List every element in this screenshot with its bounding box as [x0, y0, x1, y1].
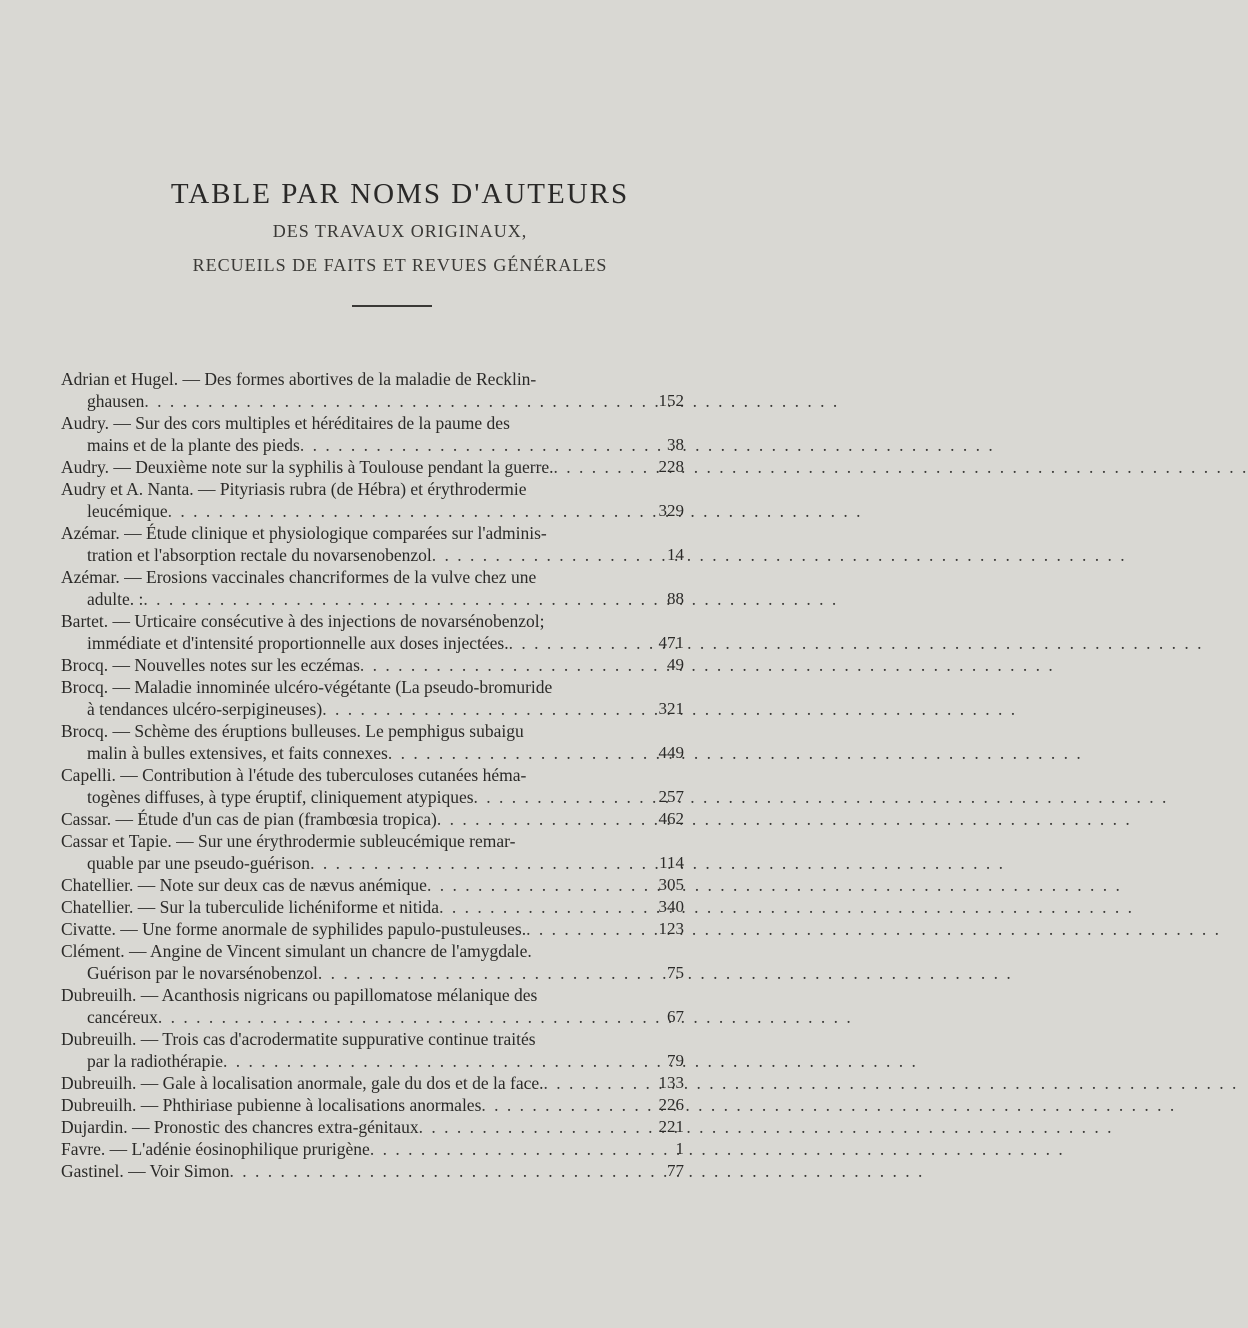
entry-first-line: [61, 764, 627, 786]
entry-text: Chatellier. — Sur la tuberculide lichéniforme et nitida: [61, 897, 440, 917]
entry-page-number: 133: [658, 1073, 684, 1092]
entry-page-number: 77: [667, 1161, 684, 1180]
entry-continuation-line: [61, 786, 627, 808]
entry-page-number: 257: [658, 787, 684, 806]
entry-page-number: 38: [667, 435, 684, 454]
leader-dots: [168, 500, 863, 522]
entry-text: leucémique: [87, 501, 168, 521]
entry-first-line: [61, 676, 627, 698]
leader-dots: [158, 1006, 853, 1028]
index-entry: [61, 808, 684, 830]
leader-dots: [439, 896, 1134, 918]
entry-page-number: 75: [667, 963, 684, 982]
index-entry: [61, 896, 684, 918]
entry-continuation-line: [61, 1006, 627, 1028]
entry-text: par la radiothérapie: [87, 1051, 224, 1071]
entry-continuation-line: [61, 390, 627, 412]
entry-page-number: 114: [659, 853, 684, 872]
entry-first-line: [61, 654, 627, 676]
index-entry: [61, 1072, 684, 1094]
entry-first-line: [61, 984, 627, 1006]
author-index-list: [61, 368, 684, 1182]
entry-first-line: [61, 610, 627, 632]
index-entry: [61, 456, 684, 478]
entry-page-number: 305: [658, 875, 684, 894]
index-entry: [61, 1160, 684, 1182]
leader-dots: [370, 1138, 1065, 1160]
subtitle-line-2: RECUEILS DE FAITS ET REVUES GÉNÉRALES: [192, 255, 608, 275]
entry-first-line: [61, 918, 627, 940]
leader-dots: [388, 742, 1083, 764]
entry-text: Azémar. — Étude clinique et physiologique comparées sur l'adminis-: [61, 523, 547, 543]
entry-page-number: 449: [658, 743, 684, 762]
index-entry: [61, 940, 684, 984]
entry-text: malin à bulles extensives, et faits connexes: [87, 743, 388, 763]
index-entry: [61, 566, 684, 610]
entry-page-number: 329: [658, 501, 684, 520]
entry-text: Audry. — Deuxième note sur la syphilis à Toulouse pendant la guerre.: [61, 457, 554, 477]
entry-text: Brocq. — Maladie innominée ulcéro-végétante (La pseudo-bromuride: [61, 677, 553, 697]
leader-dots: [419, 1116, 1114, 1138]
entry-page-number: 67: [667, 1007, 684, 1026]
entry-text: Dubreuilh. — Phthiriase pubienne à localisations anormales: [61, 1095, 482, 1115]
index-entry: [61, 522, 684, 566]
entry-text: quable par une pseudo-guérison: [87, 853, 311, 873]
entry-text: Cassar et Tapie. — Sur une érythrodermie subleucémique remar-: [61, 831, 516, 851]
entry-first-line: [61, 808, 627, 830]
index-entry: [61, 676, 684, 720]
entry-page-number: 471: [658, 633, 684, 652]
index-entry: [61, 764, 684, 808]
leader-dots: [144, 390, 839, 412]
index-entry: [61, 918, 684, 940]
entry-page-number: 152: [658, 391, 684, 410]
entry-page-number: 228: [658, 457, 684, 476]
entry-text: Brocq. — Schème des éruptions bulleuses. Le pemphigus subaigu: [61, 721, 524, 741]
entry-text: Adrian et Hugel. — Des formes abortives de la maladie de Recklin-: [61, 369, 537, 389]
leader-dots: [437, 808, 1132, 830]
entry-first-line: [61, 720, 627, 742]
entry-text: Gastinel. — Voir Simon: [61, 1161, 230, 1181]
entry-continuation-line: [61, 742, 627, 764]
entry-text: immédiate et d'intensité proportionnelle aux doses injectées.: [87, 633, 509, 653]
index-entry: [61, 830, 684, 874]
index-entry: [61, 984, 684, 1028]
entry-text: Cassar. — Étude d'un cas de pian (frambœsia tropica): [61, 809, 437, 829]
entry-continuation-line: [61, 544, 627, 566]
entry-first-line: [61, 1116, 627, 1138]
entry-first-line: [61, 1138, 627, 1160]
entry-first-line: [61, 830, 627, 852]
entry-first-line: [61, 456, 627, 478]
entry-page-number: 14: [667, 545, 684, 564]
entry-text: ghausen: [87, 391, 145, 411]
entry-first-line: [61, 874, 627, 896]
entry-page-number: 462: [658, 809, 684, 828]
entry-text: adulte. :: [87, 589, 144, 609]
entry-page-number: 79: [667, 1051, 684, 1070]
index-entry: [61, 874, 684, 896]
leader-dots: [230, 1160, 925, 1182]
entry-text: à tendances ulcéro-serpigineuses): [87, 699, 323, 719]
entry-text: cancéreux: [87, 1007, 158, 1027]
index-entry: [61, 478, 684, 522]
entry-first-line: [61, 1160, 627, 1182]
entry-text: Dubreuilh. — Acanthosis nigricans ou papillomatose mélanique des: [61, 985, 538, 1005]
entry-text: Dubreuilh. — Gale à localisation anormale, gale du dos et de la face.: [61, 1073, 544, 1093]
leader-dots: [526, 918, 1221, 940]
index-entry: [61, 610, 684, 654]
index-entry: [61, 654, 684, 676]
leader-dots: [223, 1050, 918, 1072]
index-entry: [61, 368, 684, 412]
entry-text: Favre. — L'adénie éosinophilique prurigène: [61, 1139, 370, 1159]
entry-continuation-line: [61, 698, 627, 720]
leader-dots: [481, 1094, 1176, 1116]
entry-first-line: [61, 1094, 627, 1116]
title-divider: [352, 305, 432, 307]
entry-continuation-line: [61, 1050, 627, 1072]
entry-page-number: 321: [658, 699, 684, 718]
entry-page-number: 123: [658, 919, 684, 938]
entry-continuation-line: [61, 632, 627, 654]
entry-first-line: [61, 1028, 627, 1050]
leader-dots: [360, 654, 1055, 676]
index-entry: [61, 412, 684, 456]
entry-text: Guérison par le novarsénobenzol: [87, 963, 318, 983]
entry-text: Clément. — Angine de Vincent simulant un chancre de l'amygdale.: [61, 941, 532, 961]
subtitle-line-1: DES TRAVAUX ORIGINAUX,: [272, 221, 528, 241]
entry-text: Chatellier. — Note sur deux cas de nævus anémique: [61, 875, 427, 895]
entry-continuation-line: [61, 500, 627, 522]
entry-page-number: 88: [667, 589, 684, 608]
entry-text: Audry et A. Nanta. — Pityriasis rubra (de Hébra) et érythrodermie: [61, 479, 527, 499]
index-entry: [61, 720, 684, 764]
entry-page-number: 340: [658, 897, 684, 916]
index-entry: [61, 1138, 684, 1160]
entry-page-number: 226: [658, 1095, 684, 1114]
entry-text: tration et l'absorption rectale du novarsenobenzol: [87, 545, 432, 565]
leader-dots: [143, 588, 838, 610]
entry-page-number: 221: [658, 1117, 684, 1136]
entry-text: togènes diffuses, à type éruptif, cliniquement atypiques: [87, 787, 474, 807]
entry-continuation-line: [61, 588, 627, 610]
entry-text: Civatte. — Une forme anormale de syphilides papulo-pustuleuses.: [61, 919, 527, 939]
entry-first-line: [61, 940, 627, 962]
entry-first-line: [61, 412, 627, 434]
entry-text: mains et de la plante des pieds: [87, 435, 300, 455]
leader-dots: [474, 786, 1169, 808]
entry-continuation-line: [61, 962, 627, 984]
entry-text: Brocq. — Nouvelles notes sur les eczémas: [61, 655, 360, 675]
page-title: TABLE PAR NOMS D'AUTEURS: [170, 178, 630, 210]
index-entry: [61, 1116, 684, 1138]
entry-text: Audry. — Sur des cors multiples et héréditaires de la paume des: [61, 413, 510, 433]
leader-dots: [432, 544, 1127, 566]
index-entry: [61, 1028, 684, 1072]
leader-dots: [509, 632, 1204, 654]
entry-page-number: 1: [675, 1139, 684, 1158]
entry-first-line: [61, 522, 627, 544]
leader-dots: [427, 874, 1122, 896]
entry-first-line: [61, 566, 627, 588]
entry-first-line: [61, 896, 627, 918]
entry-continuation-line: [61, 434, 627, 456]
entry-first-line: [61, 1072, 627, 1094]
entry-text: Bartet. — Urticaire consécutive à des injections de novarsénobenzol;: [61, 611, 545, 631]
entry-text: Dujardin. — Pronostic des chancres extra-génitaux: [61, 1117, 419, 1137]
index-entry: [61, 1094, 684, 1116]
entry-first-line: [61, 368, 627, 390]
entry-text: Capelli. — Contribution à l'étude des tuberculoses cutanées héma-: [61, 765, 527, 785]
entry-continuation-line: [61, 852, 627, 874]
entry-first-line: [61, 478, 627, 500]
entry-text: Azémar. — Erosions vaccinales chancriformes de la vulve chez une: [61, 567, 537, 587]
entry-text: Dubreuilh. — Trois cas d'acrodermatite suppurative continue traités: [61, 1029, 536, 1049]
entry-page-number: 49: [667, 655, 684, 674]
